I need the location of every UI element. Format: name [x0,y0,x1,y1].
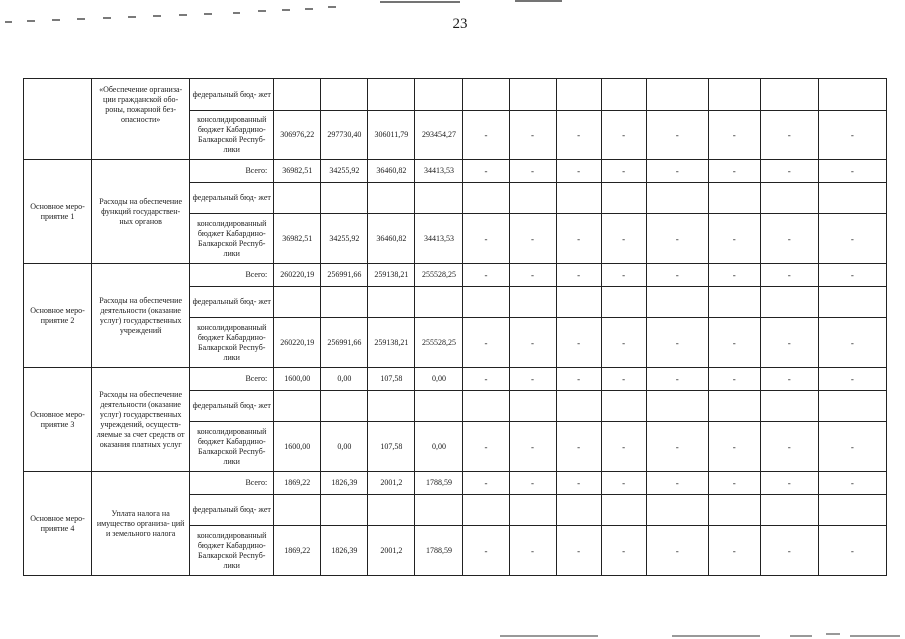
dash-cell: - [708,368,760,391]
value-cell: 259138,21 [368,318,415,368]
dash-cell: - [646,368,708,391]
dash-cell: - [760,264,818,287]
dash-cell: - [556,264,601,287]
dash-cell: - [818,472,886,495]
value-cell: 34255,92 [321,160,368,183]
activity-description: Расходы на обеспечение функций государствен- ных органов [92,160,190,264]
table-row [24,264,887,287]
value-cell: 0,00 [415,368,463,391]
dash-cell: - [601,160,646,183]
dash-cell: - [556,111,601,160]
page-number: 23 [452,16,468,32]
value-cell: 36460,82 [368,214,415,264]
dash-cell: - [556,368,601,391]
dash-cell: - [646,472,708,495]
dash-cell: - [760,214,818,264]
value-cell: 36982,51 [274,214,321,264]
value-cell: 259138,21 [368,264,415,287]
dash-cell: - [509,264,556,287]
value-cell: 34255,92 [321,214,368,264]
dash-cell: - [646,111,708,160]
dash-cell: - [556,526,601,576]
activity-name: Основное меро- приятие 2 [24,264,92,368]
value-cell: 1869,22 [274,526,321,576]
table-row [24,472,887,495]
dash-cell: - [708,472,760,495]
source-konsolid: консолидированный бюджет Кабардино- Балкарской Респуб- лики [190,214,274,264]
table-row [24,368,887,391]
value-cell: 255528,25 [415,318,463,368]
dash-cell: - [818,111,886,160]
source-federal: федеральный бюд- жет [190,183,274,214]
source-konsolid: консолидированный бюджет Кабардино- Балкарской Респуб- лики [190,111,274,160]
dash-cell: - [509,111,556,160]
dash-cell: - [818,368,886,391]
value-cell: 1826,39 [321,526,368,576]
source-federal: федеральный бюд- жет [190,391,274,422]
dash-cell: - [463,160,509,183]
activity-description: Расходы на обеспечение деятельности (оказание услуг) государственных учреждений [92,264,190,368]
value-cell: 1788,59 [415,526,463,576]
value-cell: 260220,19 [274,264,321,287]
dash-cell: - [509,160,556,183]
activity-description: Расходы на обеспечение деятельности (оказание услуг) государственных учреждений, осуществ- ляемые за счет средств от оказания платных услуг [92,368,190,472]
dash-cell: - [556,422,601,472]
dash-cell: - [463,526,509,576]
dash-cell: - [818,264,886,287]
value-cell: 36460,82 [368,160,415,183]
dash-cell: - [708,214,760,264]
dash-cell: - [708,160,760,183]
dash-cell: - [760,160,818,183]
source-konsolid: консолидированный бюджет Кабардино- Балкарской Респуб- лики [190,526,274,576]
value-cell: 107,58 [368,422,415,472]
program-description: «Обеспечение организа- ции гражданской обо- роны, пожарной без- опасности» [92,79,190,160]
dash-cell: - [818,160,886,183]
source-federal: федеральный бюд- жет [190,287,274,318]
value-cell: 293454,27 [415,111,463,160]
dash-cell: - [556,214,601,264]
value-cell: 1869,22 [274,472,321,495]
value-cell: 0,00 [321,368,368,391]
dash-cell: - [509,422,556,472]
dash-cell: - [509,526,556,576]
value-cell: 2001,2 [368,472,415,495]
value-cell: 260220,19 [274,318,321,368]
dash-cell: - [646,160,708,183]
value-cell: 34413,53 [415,160,463,183]
scan-artifact-bottom [0,628,905,639]
dash-cell: - [818,214,886,264]
dash-cell: - [601,318,646,368]
dash-cell: - [463,422,509,472]
value-cell: 107,58 [368,368,415,391]
value-cell: 306976,22 [274,111,321,160]
value-cell: 34413,53 [415,214,463,264]
value-cell: 256991,66 [321,318,368,368]
source-vsego: Всего: [190,472,274,495]
value-cell: 2001,2 [368,526,415,576]
dash-cell: - [708,111,760,160]
activity-name: Основное меро- приятие 4 [24,472,92,576]
dash-cell: - [646,422,708,472]
value-cell: 1600,00 [274,368,321,391]
value-cell: 256991,66 [321,264,368,287]
source-vsego: Всего: [190,264,274,287]
source-federal: федеральный бюд- жет [190,79,274,111]
dash-cell: - [601,368,646,391]
dash-cell: - [646,526,708,576]
table-row [24,160,887,183]
dash-cell: - [760,318,818,368]
dash-cell: - [760,111,818,160]
dash-cell: - [463,264,509,287]
dash-cell: - [646,214,708,264]
dash-cell: - [760,526,818,576]
dash-cell: - [601,214,646,264]
dash-cell: - [708,318,760,368]
dash-cell: - [601,264,646,287]
value-cell: 0,00 [321,422,368,472]
dash-cell: - [463,214,509,264]
source-vsego: Всего: [190,160,274,183]
source-federal: федеральный бюд- жет [190,495,274,526]
dash-cell: - [463,111,509,160]
dash-cell: - [556,160,601,183]
dash-cell: - [708,526,760,576]
value-cell: 1600,00 [274,422,321,472]
value-cell: 36982,51 [274,160,321,183]
dash-cell: - [463,318,509,368]
dash-cell: - [760,368,818,391]
dash-cell: - [556,472,601,495]
dash-cell: - [760,422,818,472]
activity-description: Уплата налога на имущество организа- ций и земельного налога [92,472,190,576]
dash-cell: - [818,526,886,576]
activity-name: Основное меро- приятие 3 [24,368,92,472]
dash-cell: - [463,368,509,391]
dash-cell: - [601,472,646,495]
dash-cell: - [509,472,556,495]
dash-cell: - [601,111,646,160]
dash-cell: - [708,264,760,287]
dash-cell: - [818,318,886,368]
dash-cell: - [601,526,646,576]
dash-cell: - [463,472,509,495]
activity-name: Основное меро- приятие 1 [24,160,92,264]
dash-cell: - [818,422,886,472]
dash-cell: - [646,264,708,287]
dash-cell: - [509,214,556,264]
program-name-cell [24,79,92,160]
dash-cell: - [509,318,556,368]
value-cell: 1788,59 [415,472,463,495]
value-cell: 1826,39 [321,472,368,495]
dash-cell: - [646,318,708,368]
source-vsego: Всего: [190,368,274,391]
budget-table [23,78,887,576]
source-konsolid: консолидированный бюджет Кабардино- Балкарской Респуб- лики [190,422,274,472]
value-cell: 306011,79 [368,111,415,160]
dash-cell: - [509,368,556,391]
value-cell: 297730,40 [321,111,368,160]
dash-cell: - [760,472,818,495]
dash-cell: - [708,422,760,472]
table-row [24,79,887,111]
source-konsolid: консолидированный бюджет Кабардино- Балкарской Респуб- лики [190,318,274,368]
dash-cell: - [601,422,646,472]
value-cell: 0,00 [415,422,463,472]
value-cell: 255528,25 [415,264,463,287]
dash-cell: - [556,318,601,368]
